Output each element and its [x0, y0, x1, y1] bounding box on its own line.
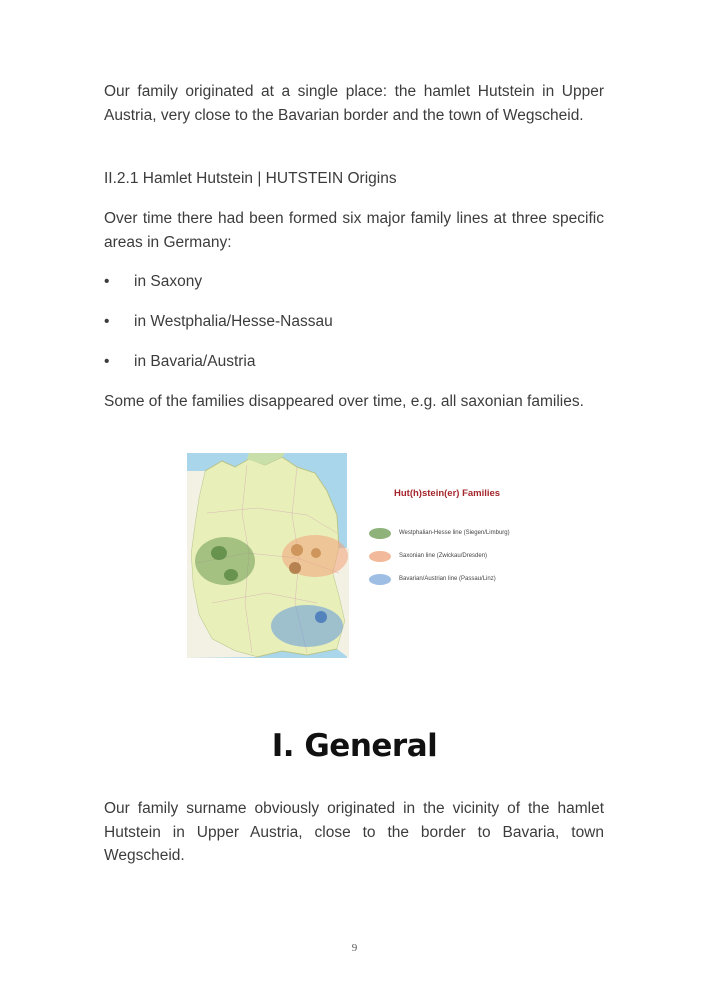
family-lines-paragraph: Over time there had been formed six major family lines at three specific areas in Germany: [104, 210, 604, 251]
bullet-icon: • [104, 313, 110, 330]
saxony-marker [289, 562, 301, 574]
saxony-marker [311, 548, 321, 558]
disappeared-paragraph: Some of the families disappeared over time, e.g. all saxonian families. [104, 393, 584, 410]
section-caption: II.2.1 Hamlet Hutstein | HUTSTEIN Origins [104, 170, 397, 187]
intro-paragraph: Our family originated at a single place: the hamlet Hutstein in Upper Austria, very close to the Bavarian border and the town of Wegscheid. [104, 83, 604, 124]
bullet-icon: • [104, 273, 110, 290]
bullet-text: in Bavaria/Austria [134, 353, 256, 370]
legend-swatch [369, 528, 391, 539]
legend-title: Hut(h)stein(er) Families [394, 488, 501, 499]
family-map-figure [187, 453, 527, 658]
bullet-text: in Westphalia/Hesse-Nassau [134, 313, 333, 330]
bavaria-marker [315, 611, 327, 623]
section-heading: I. General [271, 728, 438, 764]
legend-swatch [369, 551, 391, 562]
legend-swatch [369, 574, 391, 585]
bullet-icon: • [104, 353, 110, 370]
bullet-text: in Saxony [134, 273, 203, 290]
saxony-marker [291, 544, 303, 556]
legend-label: Westphalian-Hesse line (Siegen/Limburg) [399, 530, 510, 536]
general-paragraph: Our family surname obviously originated in the vicinity of the hamlet Hutstein in Upper Austria, close to the border to Bavaria, town Wegscheid. [104, 800, 604, 864]
westphalia-marker [224, 569, 238, 581]
legend-label: Saxonian line (Zwickau/Dresden) [399, 553, 488, 559]
westphalia-marker [211, 546, 227, 560]
page-number: 9 [351, 942, 358, 954]
germany-map [187, 453, 349, 658]
bavaria-region [271, 605, 343, 647]
legend-label: Bavarian/Austrian line (Passau/Linz) [399, 576, 496, 582]
